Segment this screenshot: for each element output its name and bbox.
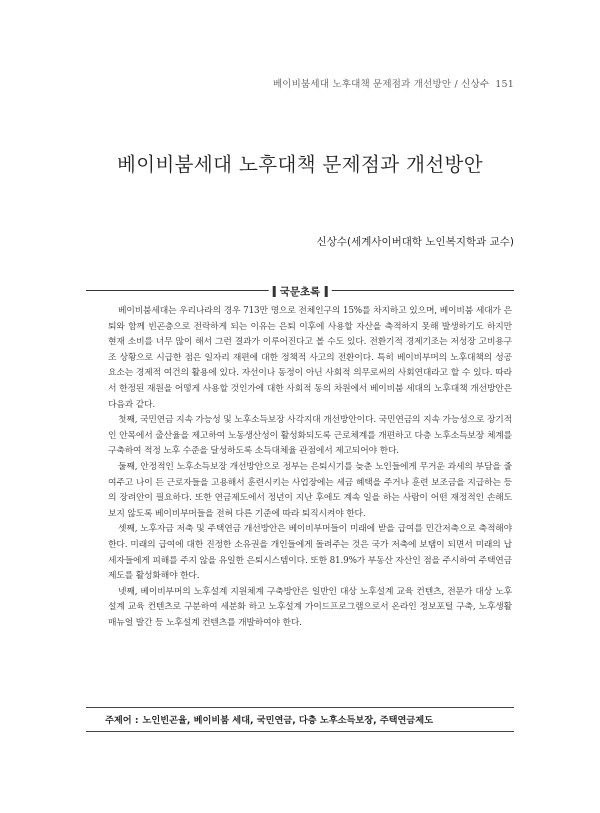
- abstract-label-wrap: [269, 284, 332, 299]
- keywords-line: [105, 712, 505, 726]
- keywords-top-rule: [86, 707, 514, 708]
- running-header: [273, 76, 514, 90]
- abstract-paragraph: 셋째, 노후자금 저축 및 주택연금 개선방안은 베이비부머들이 미래에 받을 급여를 민간저축으로 축적해야 한다. 미래의 급여에 대한 진정한 소유권을 개인들에게 돌려주는 것은 국가 저축에 보탬이 되면서 미래의 납세자들에게 피해를 주지 않을 유일한 은퇴시스템이다. 또한 81.9%가 부동산 자산인 점을 주시하여 주택연금제도를 활성화해야 한다.: [108, 524, 512, 582]
- label-bar-left: [273, 286, 276, 297]
- keywords-text: 노인빈곤율, 베이비붐 세대, 국민연금, 다층 노후소득보장, 주택연금제도: [142, 715, 434, 726]
- abstract-body: [108, 304, 512, 631]
- keywords-bottom-rule: [86, 731, 514, 732]
- running-title: 베이비붐세대 노후대책 문제점과 개선방안 / 신상수: [272, 79, 490, 90]
- keywords-label: 주제어 :: [105, 715, 139, 726]
- label-bar-right: [324, 286, 327, 297]
- abstract-divider: [86, 284, 514, 298]
- abstract-paragraph: 첫째, 국민연금 지속 가능성 및 노후소득보장 사각지대 개선방안이다. 국민연금의 지속 가능성으로 장기적인 안목에서 출산율을 제고하여 노동생산성이 활성화되도록 근로체계를 개편하고 다층 노후소득보장 체계를 구축하여 적정 노후 수준을 달성하도록 소득대체율 관점에서 제고되어야 한다.: [108, 415, 512, 457]
- abstract-label: 국문초록: [279, 286, 321, 298]
- abstract-paragraph: 둘째, 안정적인 노후소득보장 개선방안으로 정부는 은퇴시기를 늦춘 노인들에게 무거운 과세의 부담을 줄여주고 나이 든 근로자들을 고용해서 훈련시키는 사업장에는 세금 혜택을 주거나 훈련 보조금을 지급하는 등의 장려안이 필요하다. 또한 연금제도에서 정년이 지난 후에도 계속 일을 하는 사람이 어떤 재정적인 손해도 보지 않도록 베이비부머들을 전혀 다른 기준에 따라 퇴직시켜야 한다.: [108, 461, 512, 519]
- abstract-paragraph: 베이비붐세대는 우리나라의 경우 713만 명으로 전체인구의 15%를 차지하고 있으며, 베이비붐 세대가 은퇴와 함께 빈곤층으로 전락하게 되는 이유는 은퇴 이후에 사용할 자산을 축적하지 못해 발생하기도 하지만 현재 소비를 너무 많이 해서 그런 결과가 이루어진다고 볼 수도 있다. 전환기적 경제기조는 저성장 고비용구조 상황으로 시급한 점은 일자리 재편에 대한 정책적 사고의 전환이다. 특히 베이비부머의 노후대책의 성공 요소는 경제적 여건의 활용에 있다. 자선이나 동정이 아닌 사회적 의무로써의 사회연대라고 할 수 있다. 따라서 한정된 재원을 어떻게 사용할 것인가에 대한 사회적 동의 차원에서 베이비붐 세대의 노후대책 개선방안은 다음과 같다.: [108, 306, 512, 410]
- page-number: 151: [495, 79, 514, 90]
- paper-title: 베이비붐세대 노후대책 문제점과 개선방안: [116, 153, 484, 176]
- author-line: 신상수(세계사이버대학 노인복지학과 교수): [316, 236, 514, 248]
- abstract-paragraph: 넷째, 베이비부머의 노후설계 지원체계 구축방안은 일반인 대상 노후설계 교육 컨텐츠, 전문가 대상 노후설계 교육 컨텐츠로 구분하여 세분화 하고 노후설계 가이드프로그램으로서 온라인 정보포털 구축, 노후생활 매뉴얼 발간 등 노후설계 컨텐츠를 개발하여야 한다.: [108, 586, 512, 628]
